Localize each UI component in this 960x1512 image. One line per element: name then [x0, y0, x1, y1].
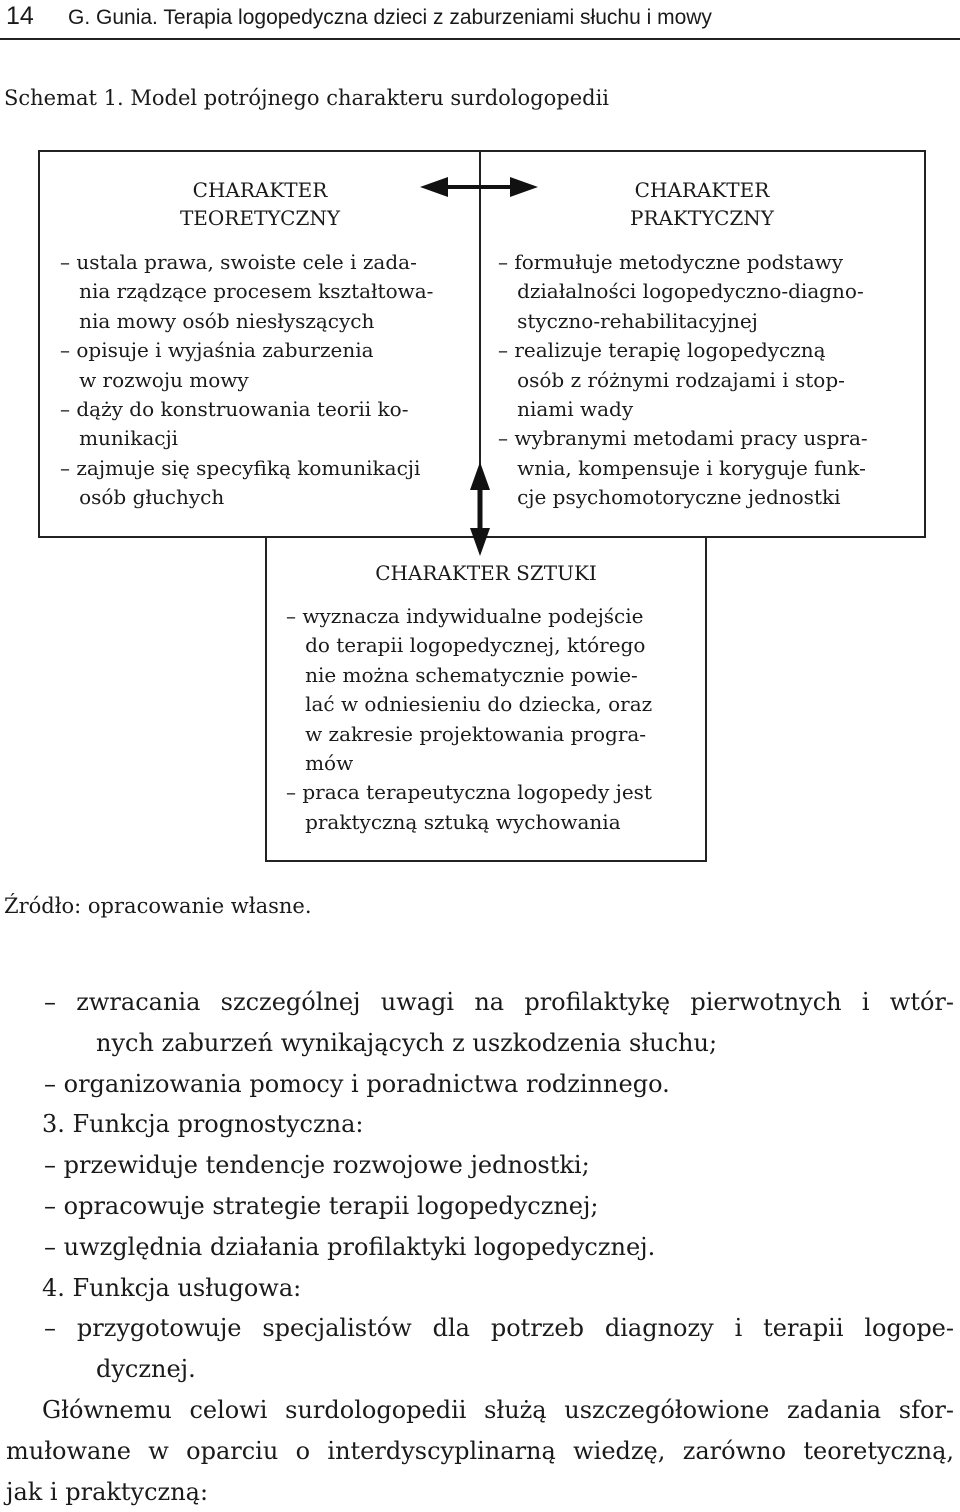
figure-caption: Schemat 1. Model potrójnego charakteru surdologopedii	[4, 86, 610, 110]
body-line: nych zaburzeń wynikających z uszkodzenia słuchu;	[96, 1028, 718, 1057]
arrow-up-head	[470, 462, 490, 490]
theoretical-text: – ustala prawa, swoiste cele i zada- nia rządzące procesem kształtowa- nia mowy osób niesłyszących – opisuje i wyjaśnia zaburzenia w rozwoju mowy – dąży do konstruowania teorii ko- munikacji – zajmuje się specyfiką komunikacji osób głuchych	[60, 250, 434, 510]
body-line: mułowane w oparciu o interdyscyplinarną wiedzę, zarówno teoretyczną,	[6, 1436, 954, 1465]
body-line: 3. Funkcja prognostyczna:	[42, 1110, 364, 1139]
arrow-left-head	[420, 177, 448, 197]
practical-title: CHARAKTER PRAKTYCZNY	[630, 178, 774, 230]
body-line: – przewiduje tendencje rozwojowe jednostki;	[44, 1151, 590, 1180]
running-title: G. Gunia. Terapia logopedyczna dzieci z zaburzeniami słuchu i mowy	[68, 6, 712, 29]
arrow-down-head	[470, 528, 490, 556]
arrow-right-head	[510, 177, 538, 197]
body-line: Głównemu celowi surdologopedii służą uszczegółowione zadania sfor-	[42, 1395, 954, 1424]
art-title: CHARAKTER SZTUKI	[375, 561, 597, 585]
body-line: – przygotowuje specjalistów dla potrzeb diagnozy i terapii logope-	[44, 1314, 954, 1343]
body-line: 4. Funkcja usługowa:	[42, 1273, 302, 1302]
body-text	[0, 982, 960, 1512]
page-number: 14	[6, 2, 34, 30]
theoretical-title: CHARAKTER TEORETYCZNY	[179, 178, 341, 230]
body-line: dycznej.	[96, 1355, 196, 1384]
source-note: Źródło: opracowanie własne.	[4, 894, 312, 918]
art-text: – wyznacza indywidualne podejście do terapii logopedycznej, którego nie można schematycznie powie- lać w odniesieniu do dziecka, oraz w zakresie projektowania progra- mów – praca terapeutyczna logopedy jest praktyczną sztuką wychowania	[286, 604, 653, 834]
practical-text: – formułuje metodyczne podstawy działalności logopedyczno-diagno- styczno-rehabilitacyjnej – realizuje terapię logopedyczną osób z różnymi rodzajami i stop- niami wady – wybranymi metodami pracy uspra- wnia, kompensuje i koryguje funk- cje psychomotoryczne jednostki	[498, 250, 868, 510]
body-line: – opracowuje strategie terapii logopedycznej;	[44, 1191, 599, 1220]
body-line: jak i praktyczną:	[6, 1477, 209, 1506]
body-line: – organizowania pomocy i poradnictwa rodzinnego.	[44, 1069, 670, 1098]
body-line: – uwzględnia działania profilaktyki logopedycznej.	[44, 1232, 656, 1261]
body-line: – zwracania szczególnej uwagi na profilaktykę pierwotnych i wtór-	[44, 988, 954, 1016]
